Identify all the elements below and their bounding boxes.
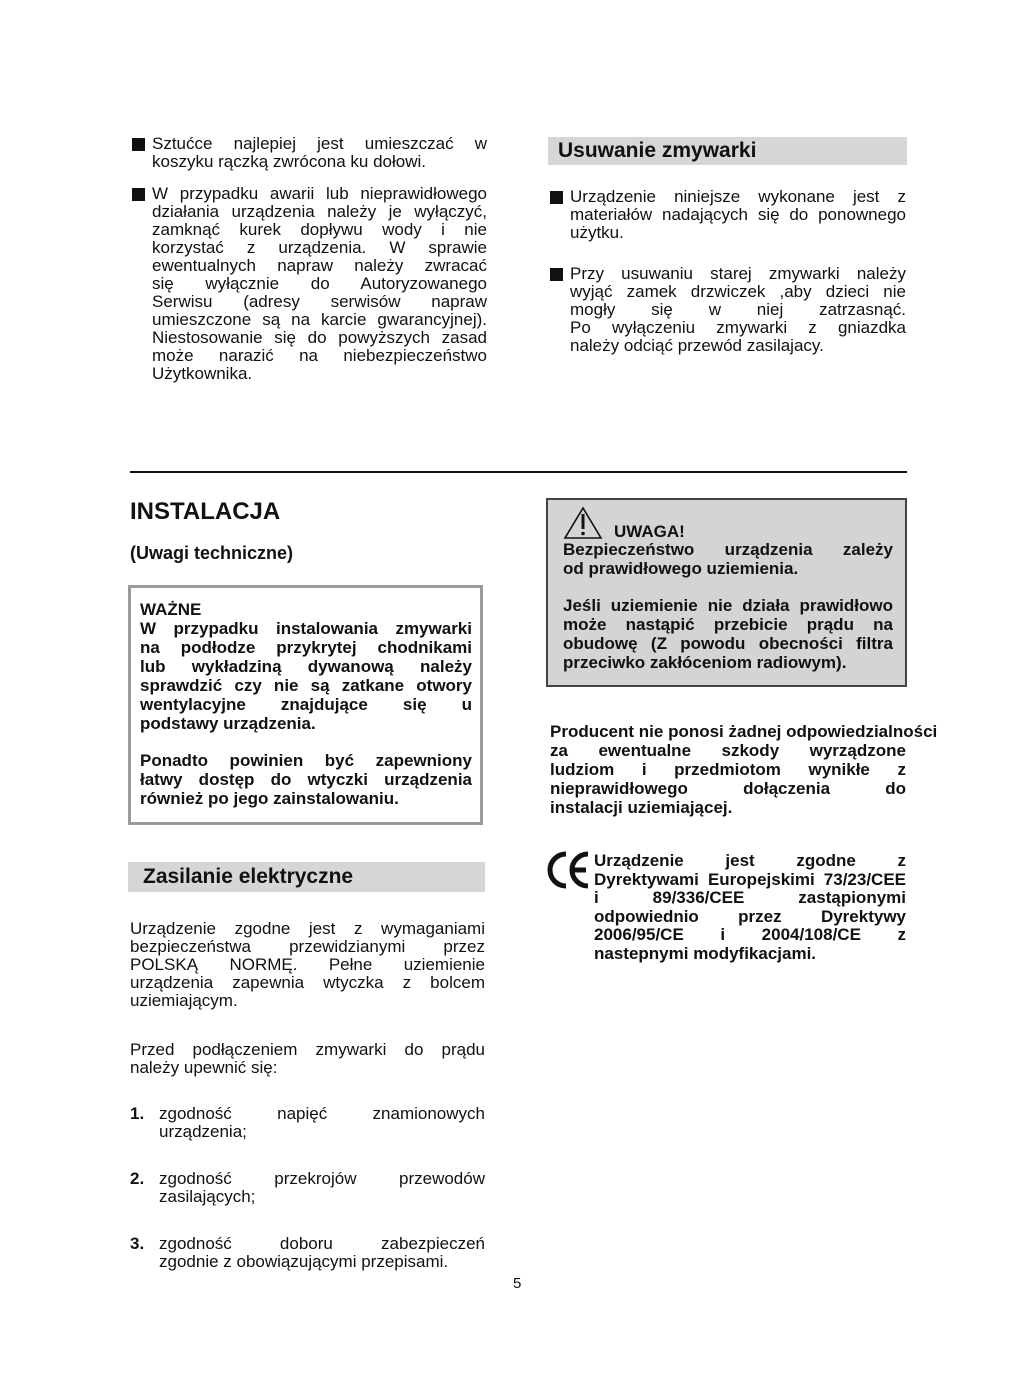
disposal-heading: Usuwanie zmywarki (548, 137, 907, 165)
text-line: zgodnie z obowiązującymi przepisami. (159, 1252, 449, 1271)
text-line: użytku. (570, 223, 624, 242)
text-line: Przed podłączeniem zmywarki do prądu (130, 1040, 485, 1059)
text-line: również po jego zainstalowaniu. (140, 789, 399, 808)
text-line: uziemiającym. (130, 991, 238, 1010)
text-line: Użytkownika. (152, 364, 253, 383)
text-line: POLSKĄ NORMĘ. Pełne uziemienie (130, 955, 485, 974)
text-line: od prawidłowego uziemienia. (563, 559, 799, 578)
text-line: podstawy urządzenia. (140, 714, 316, 733)
bullet-disposal-material (550, 188, 906, 242)
bullet-square-icon (550, 268, 563, 281)
text-line: instalacji uziemiającej. (550, 798, 733, 817)
section-divider (130, 471, 907, 473)
text-line: obudowę (Z powodu obecności filtra (563, 634, 893, 653)
warning-box (546, 498, 907, 687)
list-number: 3. (130, 1234, 145, 1253)
text-line: zgodność doboru zabezpieczeń (159, 1234, 485, 1253)
text-line: 2006/95/CE i 2004/108/CE z (594, 925, 906, 944)
ce-mark-logo (546, 850, 590, 890)
text-line: W przypadku awarii lub nieprawidłowego (152, 184, 487, 203)
power-paragraph-1 (130, 920, 485, 1010)
warning-title: UWAGA! (614, 522, 685, 541)
text-line: należy odciąć przewód zasilajacy. (570, 336, 824, 355)
text-line: Przy usuwaniu starej zmywarki należy (570, 264, 906, 283)
text-line: sprawdzić czy nie są zatkane otwory (140, 676, 472, 695)
text-line: materiałów nadających się do ponownego (570, 205, 906, 224)
power-heading: Zasilanie elektryczne (128, 862, 485, 892)
text-line: na podłodze przykrytej chodnikami (140, 638, 472, 657)
important-heading: WAŻNE (140, 600, 202, 619)
text-line: Bezpieczeństwo urządzenia zależy (563, 540, 893, 559)
text-line: Serwisu (adresy serwisów napraw (152, 292, 487, 311)
text-line: wentylacyjne znajdujące się u (140, 695, 472, 714)
installation-subtitle: (Uwagi techniczne) (130, 543, 294, 563)
warning-triangle-icon (563, 506, 603, 540)
text-line: i 89/336/CEE zastąpionymi (594, 888, 906, 907)
list-number: 2. (130, 1169, 145, 1188)
bullet-disposal-door (550, 265, 906, 355)
text-line: urządzenia; (159, 1122, 247, 1141)
text-line: działania urządzenia należy je wyłączyć, (152, 202, 487, 221)
text-line: może narazić na niebezpieczeństwo (152, 346, 487, 365)
text-line: mogły się w niej zatrzasnąć. (570, 300, 906, 319)
text-line: bezpieczeństwa przewidzianymi przez (130, 937, 485, 956)
text-line: się wyłącznie do Autoryzowanego (152, 274, 487, 293)
text-line: koszyku rączką zwrócona ku dołowi. (152, 152, 427, 171)
page-number: 5 (513, 1275, 522, 1292)
bullet-failure (132, 185, 487, 383)
list-number: 1. (130, 1104, 145, 1123)
power-paragraph-2 (130, 1041, 485, 1077)
text-line: Ponadto powinien być zapewniony (140, 751, 472, 770)
list-item (130, 1170, 485, 1206)
text-line: przeciwko zakłóceniom radiowym). (563, 653, 847, 672)
text-line: może nastąpić przebicie prądu na (563, 615, 893, 634)
text-line: lub wykładziną dywanową należy (140, 657, 472, 676)
text-line: zgodność przekrojów przewodów (159, 1169, 485, 1188)
important-box (128, 585, 483, 825)
text-line: umieszczone są na karcie gwarancyjnej). (152, 310, 487, 329)
bullet-square-icon (550, 191, 563, 204)
liability-paragraph (550, 722, 938, 817)
text-line: Urządzenie jest zgodne z (594, 851, 906, 870)
text-line: nieprawidłowego dołączenia do (550, 779, 906, 798)
text-line: Producent nie ponosi żadnej odpowiedzialności (550, 722, 938, 741)
text-line: Urządzenie zgodne jest z wymaganiami (130, 919, 485, 938)
text-line: korzystać z urządzenia. W sprawie (152, 238, 487, 257)
text-line: ewentualnych napraw należy zwracać (152, 256, 487, 275)
text-line: Dyrektywami Europejskimi 73/23/CEE (594, 869, 906, 889)
ce-compliance-text (594, 852, 906, 963)
installation-title: INSTALACJA (130, 498, 281, 525)
text-line: odpowiednio przez Dyrektywy (594, 906, 906, 926)
text-line: Po wyłączeniu zmywarki z gniazdka (570, 318, 906, 337)
text-line: Jeśli uziemienie nie działa prawidłowo (563, 596, 893, 615)
bullet-cutlery (132, 135, 487, 171)
bullet-square-icon (132, 138, 145, 151)
text-line: Niestosowanie się do powyższych zasad (152, 328, 487, 347)
text-line: zgodność napięć znamionowych (159, 1104, 485, 1123)
text-line: ludziom i przedmiotom wynikłe z (550, 760, 906, 779)
text-line: Sztućce najlepiej jest umieszczać w (152, 134, 487, 153)
text-line: Urządzenie niniejsze wykonane jest z (570, 187, 906, 206)
bullet-square-icon (132, 188, 145, 201)
text-line: za ewentualne szkody wyrządzone (550, 741, 906, 760)
text-line: nastepnymi modyfikacjami. (594, 943, 817, 963)
list-item (130, 1235, 485, 1271)
text-line: wyjąć zamek drzwiczek ,aby dzieci nie (570, 282, 906, 301)
text-line: łatwy dostęp do wtyczki urządzenia (140, 770, 472, 789)
text-line: zasilających; (159, 1187, 256, 1206)
text-line: urządzenia zapewnia wtyczka z bolcem (130, 973, 485, 992)
list-item (130, 1105, 485, 1141)
text-line: należy upewnić się: (130, 1058, 278, 1077)
text-line: zamknąć kurek dopływu wody i nie (152, 220, 487, 239)
text-line: W przypadku instalowania zmywarki (140, 619, 472, 638)
